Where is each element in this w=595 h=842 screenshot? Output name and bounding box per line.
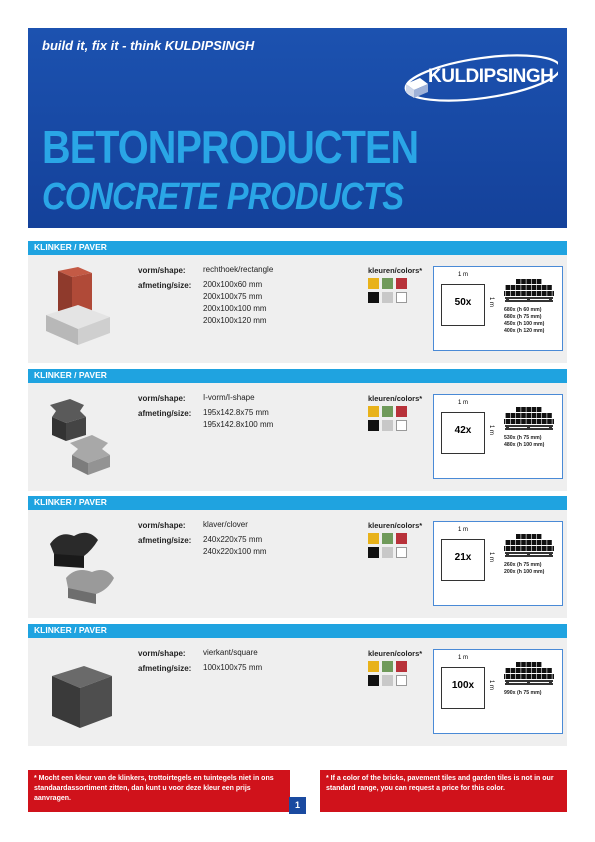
pallet-quantity: 450x (h 100 mm) [504, 321, 545, 327]
section-bar [28, 241, 567, 255]
meter-label: 1 m [457, 272, 468, 278]
pallet-quantity: 990x (h 75 mm) [504, 690, 542, 696]
note-english: * If a color of the bricks, pavement tiles and garden tiles is not in our standard range, you can request a price for this color. [320, 770, 567, 812]
color-swatch [382, 661, 393, 672]
color-swatch [368, 547, 379, 558]
section-label: KLINKER / PAVER [34, 625, 107, 635]
meter-label: 1 m [457, 655, 468, 661]
section-bar [28, 496, 567, 510]
meter-label: 1 m [457, 400, 468, 406]
color-swatch [396, 661, 407, 672]
logo-text: KULDIPSINGH [428, 66, 554, 87]
meter-side-label: 1 m [488, 424, 495, 436]
per-square-meter-count: 21x [454, 552, 472, 563]
page-number: 1 [289, 797, 306, 814]
per-square-meter-count: 50x [454, 297, 472, 308]
size-label: afmeting/size: [138, 281, 192, 290]
square-meter-box [441, 539, 485, 581]
size-value: 195x142.8x75 mm [203, 408, 269, 417]
tagline: build it, fix it - think KULDIPSINGH [42, 38, 255, 53]
color-swatch [382, 278, 393, 289]
pallet-quantity: 260x (h 75 mm) [504, 562, 542, 568]
product-image [40, 646, 120, 741]
pallet-icon [504, 401, 554, 431]
section-bar [28, 624, 567, 638]
meter-label: 1 m [457, 527, 468, 533]
section-body [28, 255, 567, 363]
color-swatch [396, 420, 407, 431]
shape-label: vorm/shape: [138, 394, 186, 403]
pallet-quantity: 530x (h 75 mm) [504, 435, 542, 441]
size-value: 240x220x100 mm [203, 547, 267, 556]
shape-value: klaver/clover [203, 520, 248, 529]
color-swatch [396, 547, 407, 558]
size-label: afmeting/size: [138, 409, 192, 418]
page-title-english: CONCRETE PRODUCTS [42, 176, 404, 218]
size-label: afmeting/size: [138, 664, 192, 673]
square-meter-box [441, 667, 485, 709]
color-swatch [368, 533, 379, 544]
pallet-diagram [433, 266, 563, 351]
product-section [28, 496, 567, 618]
pallet-diagram [433, 521, 563, 606]
note-dutch: * Mocht een kleur van de klinkers, trottoirtegels en tuintegels niet in ons standaardassortiment zitten, dan kunt u voor deze kleur een prijs aanvragen. [28, 770, 290, 812]
color-swatch [382, 420, 393, 431]
section-label: KLINKER / PAVER [34, 242, 107, 252]
size-value: 200x100x60 mm [203, 280, 263, 289]
color-swatch [396, 278, 407, 289]
color-swatch [368, 292, 379, 303]
meter-side-label: 1 m [488, 296, 495, 308]
color-swatch [368, 278, 379, 289]
color-swatch [396, 406, 407, 417]
product-section [28, 624, 567, 746]
colors-label: kleuren/colors* [368, 394, 423, 403]
shape-value: rechthoek/rectangle [203, 265, 274, 274]
color-swatch [382, 406, 393, 417]
product-section [28, 369, 567, 491]
section-label: KLINKER / PAVER [34, 370, 107, 380]
product-section [28, 241, 567, 363]
pallet-quantity: 200x (h 100 mm) [504, 569, 545, 575]
colors-label: kleuren/colors* [368, 266, 423, 275]
color-swatch [396, 675, 407, 686]
product-image [40, 263, 120, 358]
page-title-dutch: BETONPRODUCTEN [42, 121, 419, 173]
pallet-icon [504, 528, 554, 558]
color-swatch [396, 292, 407, 303]
size-label: afmeting/size: [138, 536, 192, 545]
color-swatch [368, 420, 379, 431]
size-value: 100x100x75 mm [203, 663, 263, 672]
meter-side-label: 1 m [488, 679, 495, 691]
pallet-quantity: 680x (h 60 mm) [504, 307, 542, 313]
pallet-diagram [433, 394, 563, 479]
color-swatch [368, 661, 379, 672]
pallet-quantity: 680x (h 75 mm) [504, 314, 542, 320]
section-body [28, 638, 567, 746]
pallet-icon [504, 273, 554, 303]
square-meter-box [441, 284, 485, 326]
shape-label: vorm/shape: [138, 649, 186, 658]
shape-value: I-vorm/I-shape [203, 393, 255, 402]
color-swatch [396, 533, 407, 544]
shape-label: vorm/shape: [138, 521, 186, 530]
section-bar [28, 369, 567, 383]
header-banner [28, 28, 567, 228]
section-label: KLINKER / PAVER [34, 497, 107, 507]
size-value: 200x100x120 mm [203, 316, 267, 325]
color-swatch [382, 292, 393, 303]
section-body [28, 510, 567, 618]
per-square-meter-count: 100x [451, 680, 475, 691]
size-value: 200x100x100 mm [203, 304, 267, 313]
color-swatch [368, 406, 379, 417]
colors-label: kleuren/colors* [368, 521, 423, 530]
meter-side-label: 1 m [488, 551, 495, 563]
per-square-meter-count: 42x [454, 425, 472, 436]
pallet-diagram [433, 649, 563, 734]
color-swatch [382, 533, 393, 544]
color-swatch [368, 675, 379, 686]
color-swatch [382, 547, 393, 558]
pallet-icon [504, 656, 554, 686]
size-value: 240x220x75 mm [203, 535, 263, 544]
shape-label: vorm/shape: [138, 266, 186, 275]
pallet-quantity: 400x (h 120 mm) [504, 328, 545, 334]
square-meter-box [441, 412, 485, 454]
section-body [28, 383, 567, 491]
size-value: 195x142.8x100 mm [203, 420, 274, 429]
product-image [40, 391, 120, 486]
shape-value: vierkant/square [203, 648, 258, 657]
pallet-quantity: 480x (h 100 mm) [504, 442, 545, 448]
size-value: 200x100x75 mm [203, 292, 263, 301]
product-image [40, 518, 120, 613]
colors-label: kleuren/colors* [368, 649, 423, 658]
color-swatch [382, 675, 393, 686]
kuldipsingh-logo [398, 54, 558, 114]
